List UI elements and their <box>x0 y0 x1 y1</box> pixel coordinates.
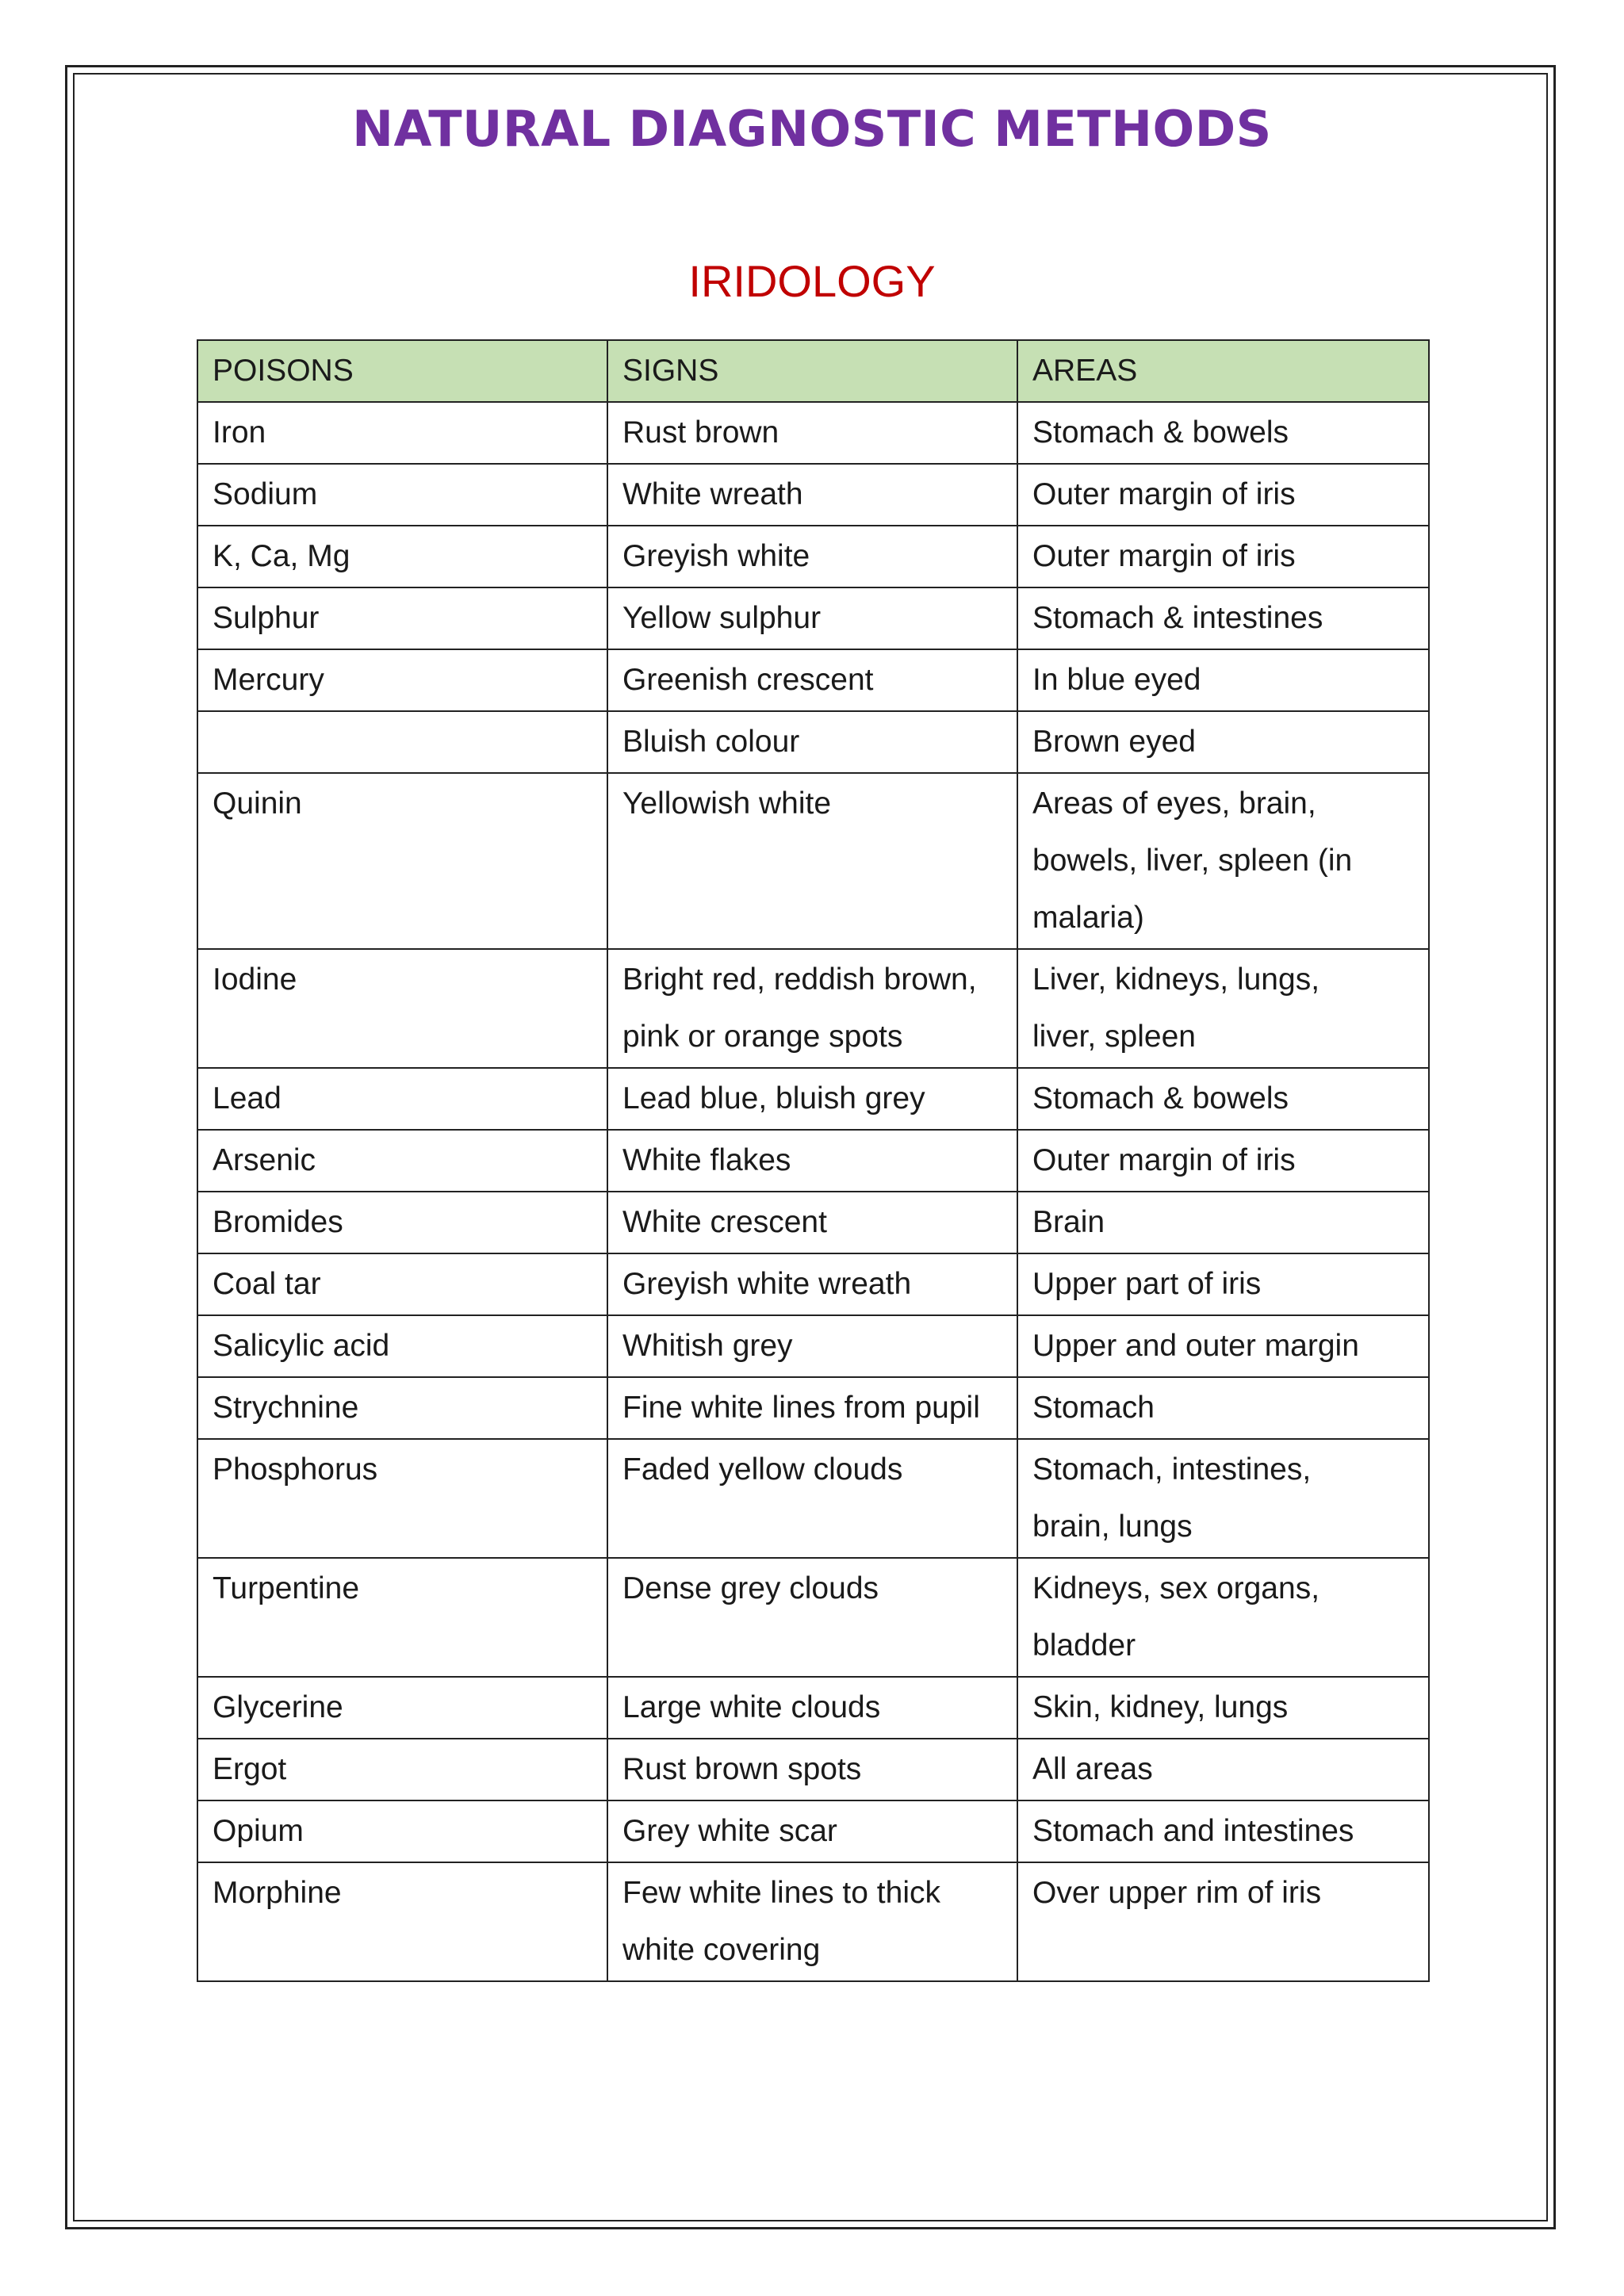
area-cell: In blue eyed <box>1017 649 1429 711</box>
poison-cell: Morphine <box>197 1862 607 1981</box>
area-cell: Stomach & intestines <box>1017 587 1429 649</box>
table-row <box>197 526 1429 587</box>
table-row <box>197 1068 1429 1130</box>
sign-cell: Few white lines to thick white covering <box>607 1862 1017 1981</box>
poison-cell: Phosphorus <box>197 1439 607 1558</box>
table-header-row <box>197 340 1429 402</box>
area-cell: Brown eyed <box>1017 711 1429 773</box>
area-cell: Stomach, intestines, brain, lungs <box>1017 1439 1429 1558</box>
sign-cell: White wreath <box>607 464 1017 526</box>
area-cell: Upper part of iris <box>1017 1253 1429 1315</box>
table-row <box>197 711 1429 773</box>
sign-cell: Large white clouds <box>607 1677 1017 1739</box>
poison-cell: Lead <box>197 1068 607 1130</box>
header-areas: AREAS <box>1017 340 1429 402</box>
table-row <box>197 1253 1429 1315</box>
area-cell: Areas of eyes, brain, bowels, liver, spleen (in malaria) <box>1017 773 1429 949</box>
sign-cell: Yellow sulphur <box>607 587 1017 649</box>
sign-cell: Greyish white <box>607 526 1017 587</box>
area-cell: Stomach <box>1017 1377 1429 1439</box>
area-cell: Stomach & bowels <box>1017 402 1429 464</box>
section-title: IRIDOLOGY <box>688 256 936 306</box>
poison-cell: Strychnine <box>197 1377 607 1439</box>
poison-cell: Iron <box>197 402 607 464</box>
poisons-table <box>197 339 1430 1982</box>
poison-cell <box>197 711 607 773</box>
table-row <box>197 1315 1429 1377</box>
poison-cell: K, Ca, Mg <box>197 526 607 587</box>
sign-cell: Bright red, reddish brown, pink or orange spots <box>607 949 1017 1068</box>
area-cell: Upper and outer margin <box>1017 1315 1429 1377</box>
poison-cell: Coal tar <box>197 1253 607 1315</box>
area-cell: Stomach & bowels <box>1017 1068 1429 1130</box>
sign-cell: Rust brown <box>607 402 1017 464</box>
table-row <box>197 1377 1429 1439</box>
area-cell: Stomach and intestines <box>1017 1800 1429 1862</box>
table-row <box>197 1862 1429 1981</box>
document-title: NATURAL DIAGNOSTIC METHODS <box>352 100 1272 158</box>
area-cell: Over upper rim of iris <box>1017 1862 1429 1981</box>
table-row <box>197 587 1429 649</box>
header-poisons: POISONS <box>197 340 607 402</box>
poison-cell: Glycerine <box>197 1677 607 1739</box>
poison-cell: Sodium <box>197 464 607 526</box>
sign-cell: Grey white scar <box>607 1800 1017 1862</box>
table-row <box>197 464 1429 526</box>
poison-cell: Iodine <box>197 949 607 1068</box>
sign-cell: Bluish colour <box>607 711 1017 773</box>
area-cell: Outer margin of iris <box>1017 526 1429 587</box>
poison-cell: Salicylic acid <box>197 1315 607 1377</box>
sign-cell: Greenish crescent <box>607 649 1017 711</box>
sign-cell: White crescent <box>607 1192 1017 1253</box>
poison-cell: Arsenic <box>197 1130 607 1192</box>
sign-cell: Faded yellow clouds <box>607 1439 1017 1558</box>
sign-cell: Lead blue, bluish grey <box>607 1068 1017 1130</box>
header-signs: SIGNS <box>607 340 1017 402</box>
poison-cell: Quinin <box>197 773 607 949</box>
sign-cell: Dense grey clouds <box>607 1558 1017 1677</box>
table-body <box>197 402 1429 1981</box>
sign-cell: Greyish white wreath <box>607 1253 1017 1315</box>
poison-cell: Bromides <box>197 1192 607 1253</box>
table-row <box>197 1192 1429 1253</box>
poison-cell: Ergot <box>197 1739 607 1800</box>
area-cell: Outer margin of iris <box>1017 1130 1429 1192</box>
area-cell: Outer margin of iris <box>1017 464 1429 526</box>
table-row <box>197 1439 1429 1558</box>
table-row <box>197 1558 1429 1677</box>
table-row <box>197 649 1429 711</box>
table-row <box>197 1739 1429 1800</box>
table-row <box>197 949 1429 1068</box>
sign-cell: Whitish grey <box>607 1315 1017 1377</box>
sign-cell: Fine white lines from pupil <box>607 1377 1017 1439</box>
poison-cell: Sulphur <box>197 587 607 649</box>
sign-cell: Yellowish white <box>607 773 1017 949</box>
area-cell: Kidneys, sex organs, bladder <box>1017 1558 1429 1677</box>
table-row <box>197 402 1429 464</box>
poison-cell: Turpentine <box>197 1558 607 1677</box>
table-row <box>197 773 1429 949</box>
poison-cell: Mercury <box>197 649 607 711</box>
area-cell: Liver, kidneys, lungs, liver, spleen <box>1017 949 1429 1068</box>
poison-cell: Opium <box>197 1800 607 1862</box>
area-cell: Skin, kidney, lungs <box>1017 1677 1429 1739</box>
table-row <box>197 1130 1429 1192</box>
area-cell: Brain <box>1017 1192 1429 1253</box>
sign-cell: White flakes <box>607 1130 1017 1192</box>
table-row <box>197 1677 1429 1739</box>
table-row <box>197 1800 1429 1862</box>
sign-cell: Rust brown spots <box>607 1739 1017 1800</box>
area-cell: All areas <box>1017 1739 1429 1800</box>
